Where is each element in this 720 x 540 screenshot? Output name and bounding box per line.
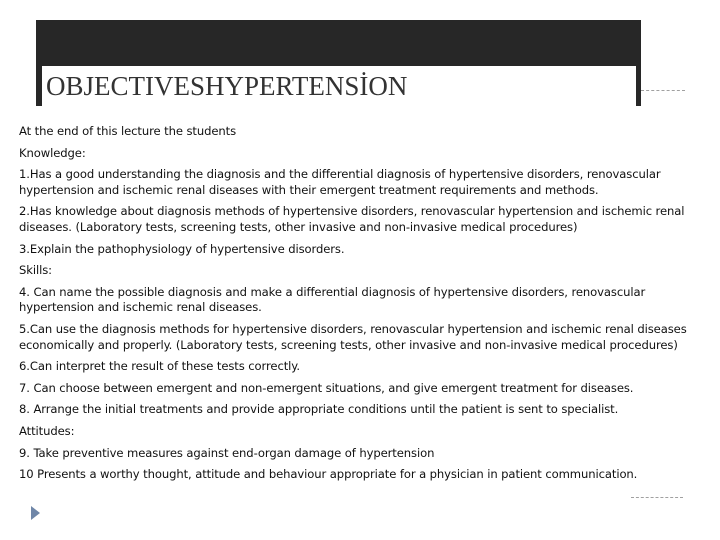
paragraph-line: 10 Presents a worthy thought, attitude and behaviour appropriate for a physician in patient communication. [19,467,638,482]
objective-paragraph [19,446,705,462]
objective-paragraph [19,322,705,353]
paragraph-line: 2.Has knowledge about diagnosis methods of hypertensive disorders, renovascular hypertension and ischemic renal [19,204,685,219]
paragraph-line: economically and properly. (Laboratory tests, screening tests, other invasive and non-invasive medical procedures) [19,337,678,352]
title-dash-divider [641,90,685,91]
paragraph-line: Attitudes: [19,423,75,438]
objective-paragraph [19,242,705,258]
paragraph-line: 6.Can interpret the result of these tests correctly. [19,359,300,374]
objective-paragraph [19,124,705,140]
objectives-content [19,124,705,489]
paragraph-line: 7. Can choose between emergent and non-emergent situations, and give emergent treatment for diseases. [19,380,634,395]
footer-dash-divider [631,497,683,498]
paragraph-line: Knowledge: [19,145,86,160]
paragraph-line: 5.Can use the diagnosis methods for hypertensive disorders, renovascular hypertension and ischemic renal diseases [19,321,687,336]
paragraph-line: 8. Arrange the initial treatments and provide appropriate conditions until the patient is sent to specialist. [19,402,619,417]
objective-paragraph [19,359,705,375]
objective-paragraph [19,381,705,397]
paragraph-line: hypertension and ischemic renal diseases. [19,300,262,315]
paragraph-line: 1.Has a good understanding the diagnosis and the differential diagnosis of hypertensive disorders, renovascular [19,167,661,182]
paragraph-line: 4. Can name the possible diagnosis and make a differential diagnosis of hypertensive disorders, renovascular [19,284,646,299]
title-banner [36,20,641,106]
paragraph-line: 3.Explain the pathophysiology of hypertensive disorders. [19,241,345,256]
triangle-right-icon [31,506,40,520]
paragraph-line: diseases. (Laboratory tests, screening tests, other invasive and non-invasive medical procedures) [19,219,578,234]
paragraph-line: hypertension and ischemic renal diseases with their emergent treatment requirements and methods. [19,182,599,197]
paragraph-line: At the end of this lecture the students [19,124,237,138]
paragraph-line: Skills: [19,263,52,278]
objective-paragraph [19,467,705,483]
objective-paragraph [19,402,705,418]
section-heading-skills [19,263,705,279]
paragraph-line: 9. Take preventive measures against end-organ damage of hypertension [19,445,435,460]
section-heading-knowledge [19,146,705,162]
slide-title: OBJECTIVESHYPERTENSİON [42,66,636,106]
objective-paragraph [19,167,705,198]
objective-paragraph [19,204,705,235]
objective-paragraph [19,285,705,316]
section-heading-attitudes [19,424,705,440]
